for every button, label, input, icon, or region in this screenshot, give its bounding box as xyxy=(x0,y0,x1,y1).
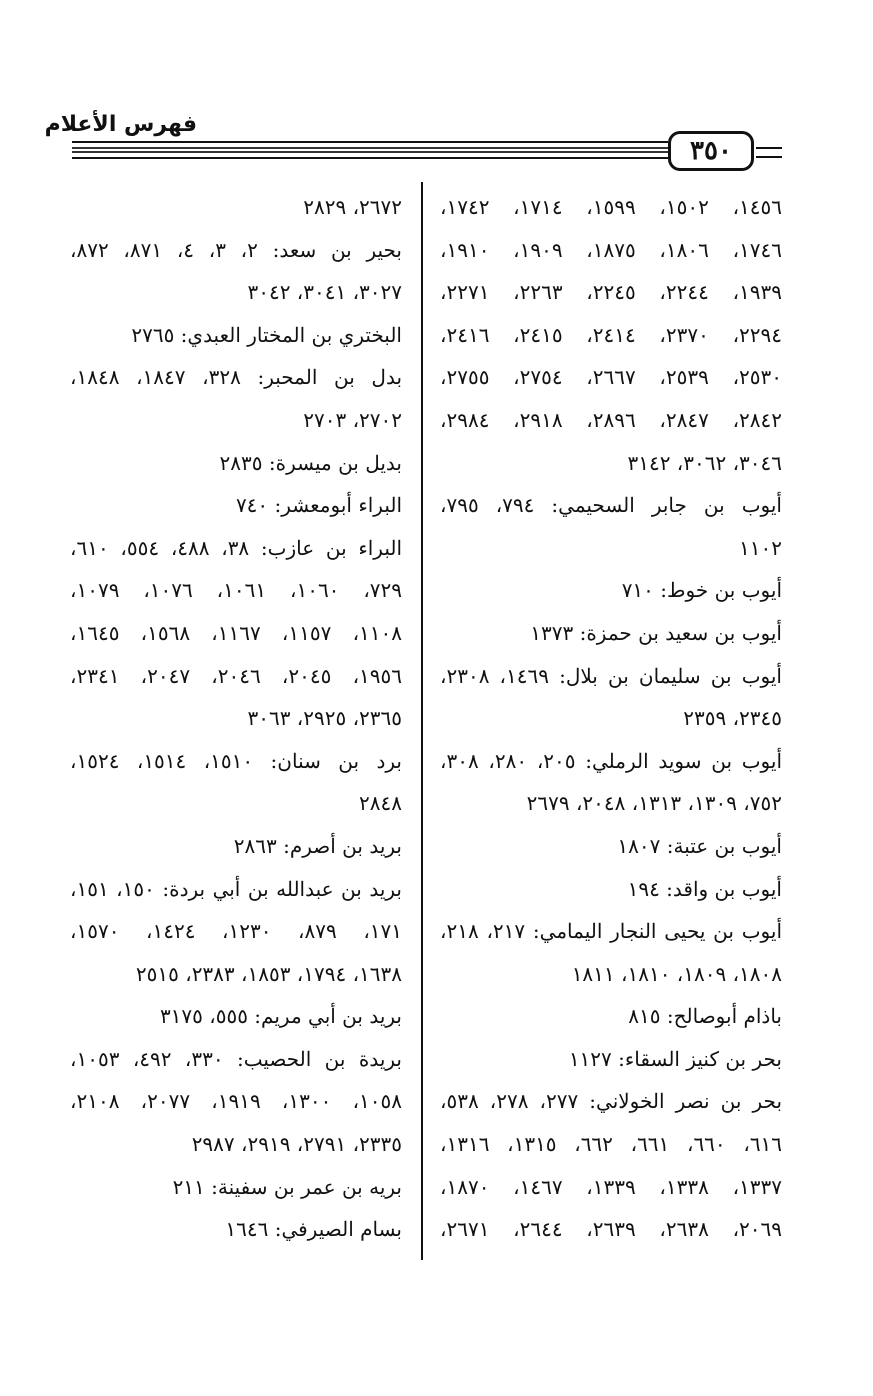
index-line: برد بن سنان: ١٥١٠، ١٥١٤، ١٥٢٤، xyxy=(70,748,402,773)
index-line: ١٧٤٦، ١٨٠٦، ١٨٧٥، ١٩٠٩، ١٩١٠، xyxy=(440,237,782,262)
index-line: ١٩٣٩، ٢٢٤٤، ٢٢٤٥، ٢٢٦٣، ٢٢٧١، xyxy=(440,280,782,305)
index-line: بحير بن سعد: ٢، ٣، ٤، ٨٧١، ٨٧٢، xyxy=(70,237,402,262)
index-line: ٦١٦، ٦٦٠، ٦٦١، ٦٦٢، ١٣١٥، ١٣١٦، xyxy=(440,1132,782,1157)
index-line: ٧٢٩، ١٠٦٠، ١٠٦١، ١٠٧٦، ١٠٧٩، xyxy=(70,578,402,603)
column-divider xyxy=(421,182,423,1260)
index-column-left xyxy=(70,186,402,1251)
index-line: ٢٨٤٢، ٢٨٤٧، ٢٨٩٦، ٢٩١٨، ٢٩٨٤، xyxy=(440,407,782,432)
index-line: أيوب بن سعيد بن حمزة: ١٣٧٣ xyxy=(530,620,782,645)
header-rule xyxy=(72,157,668,159)
header-rule xyxy=(756,147,782,149)
page-header xyxy=(0,0,873,180)
index-line: أيوب بن سليمان بن بلال: ١٤٦٩، ٢٣٠٨، xyxy=(440,663,782,688)
index-line: ١٠٥٨، ١٣٠٠، ١٩١٩، ٢٠٧٧، ٢١٠٨، xyxy=(70,1089,402,1114)
index-line: أيوب بن سويد الرملي: ٢٠٥، ٢٨٠، ٣٠٨، xyxy=(440,748,782,773)
index-line: ١٧١، ٨٧٩، ١٢٣٠، ١٤٢٤، ١٥٧٠، xyxy=(70,919,402,944)
index-line: ٢٦٧٢، ٢٨٢٩ xyxy=(303,195,402,219)
index-line: ٢٣٦٥، ٢٩٢٥، ٣٠٦٣ xyxy=(247,706,402,731)
index-line: ٢٣٣٥، ٢٧٩١، ٢٩١٩، ٢٩٨٧ xyxy=(191,1132,402,1157)
index-line: ٣٠٤٦، ٣٠٦٢، ٣١٤٢ xyxy=(627,450,782,475)
header-rule xyxy=(72,147,668,153)
index-line: ١٨٠٨، ١٨٠٩، ١٨١٠، ١٨١١ xyxy=(571,961,782,986)
index-line: ٢٣٤٥، ٢٣٥٩ xyxy=(683,706,782,731)
index-line: ٢٨٤٨ xyxy=(359,791,402,816)
page-number: ٣٥٠ xyxy=(668,131,754,171)
index-line: بحر بن كنيز السقاء: ١١٢٧ xyxy=(568,1046,782,1071)
index-line: بريد بن أصرم: ٢٨٦٣ xyxy=(233,833,402,858)
index-line: ٢٥٣٠، ٢٥٣٩، ٢٦٦٧، ٢٧٥٤، ٢٧٥٥، xyxy=(440,365,782,390)
index-line: ١١٠٨، ١١٥٧، ١١٦٧، ١٥٦٨، ١٦٤٥، xyxy=(70,620,402,645)
index-line: ٢٧٠٢، ٢٧٠٣ xyxy=(303,407,402,432)
index-line: أيوب بن خوط: ٧١٠ xyxy=(621,578,782,603)
index-line: ١٣٣٧، ١٣٣٨، ١٣٣٩، ١٤٦٧، ١٨٧٠، xyxy=(440,1174,782,1199)
index-line: ٢٢٩٤، ٢٣٧٠، ٢٤١٤، ٢٤١٥، ٢٤١٦، xyxy=(440,322,782,347)
index-line: أيوب بن عتبة: ١٨٠٧ xyxy=(617,833,782,858)
index-line: بريد بن عبدالله بن أبي بردة: ١٥٠، ١٥١، xyxy=(70,876,402,901)
index-line: بريد بن أبي مريم: ٥٥٥، ٣١٧٥ xyxy=(159,1004,402,1029)
index-line: بديل بن ميسرة: ٢٨٣٥ xyxy=(219,450,402,475)
index-line: ١٩٥٦، ٢٠٤٥، ٢٠٤٦، ٢٠٤٧، ٢٣٤١، xyxy=(70,663,402,688)
index-line: بدل بن المحبر: ٣٢٨، ١٨٤٧، ١٨٤٨، xyxy=(70,365,402,390)
index-line: البراء أبومعشر: ٧٤٠ xyxy=(235,493,402,518)
index-line: بحر بن نصر الخولاني: ٢٧٧، ٢٧٨، ٥٣٨، xyxy=(440,1089,782,1114)
index-line: ٧٥٢، ١٣٠٩، ١٣١٣، ٢٠٤٨، ٢٦٧٩ xyxy=(526,791,782,816)
index-line: أيوب بن واقد: ١٩٤ xyxy=(627,876,782,901)
index-line: ١٤٥٦، ١٥٠٢، ١٥٩٩، ١٧١٤، ١٧٤٢، xyxy=(440,195,782,219)
index-line: بسام الصيرفي: ١٦٤٦ xyxy=(225,1217,402,1242)
index-column-right xyxy=(440,186,782,1251)
header-rule xyxy=(72,141,668,143)
index-line: باذام أبوصالح: ٨١٥ xyxy=(628,1004,782,1029)
index-line: ١١٠٢ xyxy=(739,535,782,560)
page-title: فهرس الأعلام xyxy=(44,112,197,137)
index-line: بريدة بن الحصيب: ٣٣٠، ٤٩٢، ١٠٥٣، xyxy=(70,1046,402,1071)
index-line: البختري بن المختار العبدي: ٢٧٦٥ xyxy=(131,322,402,347)
header-rule xyxy=(756,156,782,158)
index-line: بريه بن عمر بن سفينة: ٢١١ xyxy=(172,1174,402,1199)
index-line: ٣٠٢٧، ٣٠٤١، ٣٠٤٢ xyxy=(247,280,402,305)
index-line: البراء بن عازب: ٣٨، ٤٨٨، ٥٥٤، ٦١٠، xyxy=(70,535,402,560)
index-line: ١٦٣٨، ١٧٩٤، ١٨٥٣، ٢٣٨٣، ٢٥١٥ xyxy=(135,961,402,986)
index-line: ٢٠٦٩، ٢٦٣٨، ٢٦٣٩، ٢٦٤٤، ٢٦٧١، xyxy=(440,1217,782,1242)
index-line: أيوب بن يحيى النجار اليمامي: ٢١٧، ٢١٨، xyxy=(440,919,782,944)
index-line: أيوب بن جابر السحيمي: ٧٩٤، ٧٩٥، xyxy=(440,493,782,518)
